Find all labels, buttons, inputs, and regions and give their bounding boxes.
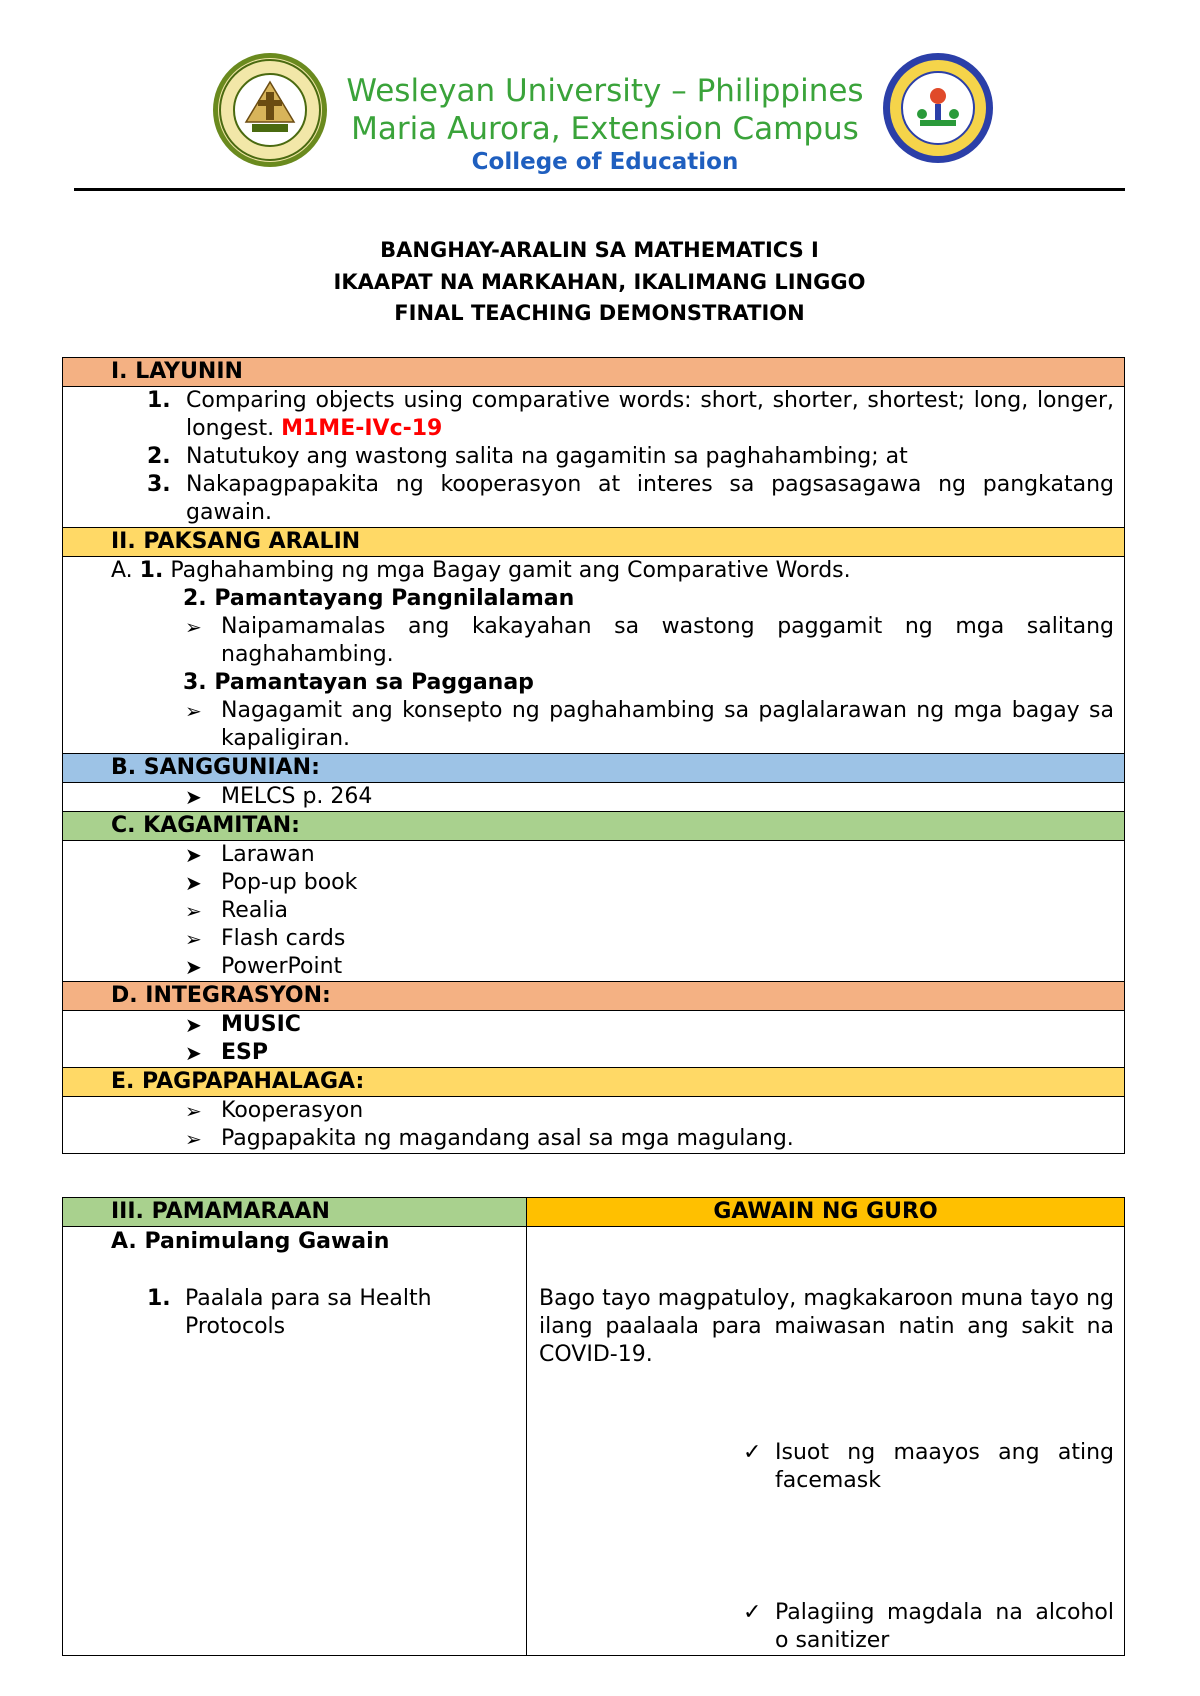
teacher-intro-text: Bago tayo magpatuloy, magkakaroon muna tayo ng ilang paalaala para maiwasan natin ang sakit na COVID-19. [539, 1286, 1114, 1367]
checkmark-icon: ✓ [743, 1600, 762, 1625]
lesson-plan-title: BANGHAY-ARALIN SA MATHEMATICS I [380, 238, 819, 262]
integrasyon-content [63, 1011, 1125, 1068]
lesson-plan-subtitle-2: FINAL TEACHING DEMONSTRATION [394, 301, 805, 325]
list-item: 1. Paalala para sa Health Protocols [147, 1286, 432, 1339]
kagamitan-content [63, 841, 1125, 982]
arrow-bullet-icon: ➢ [185, 899, 202, 923]
paksa-item-1: A. 1. Paghahambing ng mga Bagay gamit ang Comparative Words. [111, 558, 851, 583]
paksa-item-3-title: 3. Pamantayan sa Pagganap [183, 670, 534, 695]
list-item: ➢ Kooperasyon [185, 1098, 364, 1123]
objectives-table [62, 357, 1125, 1154]
list-item: 3. Nakapagpapakita ng kooperasyon at interes sa pagsasagawa ng pangkatang gawain. [147, 472, 1114, 525]
arrow-bullet-icon: ➢ [185, 927, 202, 951]
list-item: ➤ Pop-up book [185, 870, 358, 895]
sanggunian-content [63, 783, 1125, 812]
column-heading-gawain-ng-guro: GAWAIN NG GURO [527, 1198, 1125, 1227]
college-of-education-seal-logo [882, 52, 994, 164]
column-heading-pamamaraan: III. PAMAMARAAN [63, 1198, 527, 1227]
layunin-content [63, 387, 1125, 528]
arrow-bullet-icon: ➤ [185, 1041, 202, 1065]
list-item: 1. Comparing objects using comparative words: short, shorter, shortest; long, longer, longest. M1ME-IVc-19 [147, 388, 1114, 441]
checkmark-icon: ✓ [743, 1440, 762, 1465]
arrow-bullet-icon: ➤ [185, 785, 202, 809]
list-item: ➢ Realia [185, 898, 289, 923]
list-item: ➢ Nagagamit ang konsepto ng paghahambing sa paglalarawan ng mga bagay sa kapaligiran. [185, 698, 1114, 751]
list-item: ➤ MELCS p. 264 [185, 784, 373, 809]
arrow-bullet-icon: ➢ [185, 1099, 202, 1123]
campus-name: Maria Aurora, Extension Campus [351, 111, 859, 147]
teacher-activity-cell [527, 1227, 1125, 1656]
arrow-bullet-icon: ➢ [185, 699, 202, 723]
arrow-bullet-icon: ➤ [185, 955, 202, 979]
list-item: ➢ Pagpapakita ng magandang asal sa mga magulang. [185, 1126, 794, 1151]
university-name: Wesleyan University – Philippines [346, 73, 864, 109]
list-item: ➤ MUSIC [185, 1012, 301, 1037]
list-item: ✓ Isuot ng maayos ang ating facemask [743, 1440, 1114, 1493]
list-item: ➤ PowerPoint [185, 954, 343, 979]
paksa-item-2-title: 2. Pamantayang Pangnilalaman [183, 586, 575, 611]
section-heading-kagamitan: C. KAGAMITAN: [63, 812, 1125, 841]
section-heading-sanggunian: B. SANGGUNIAN: [63, 754, 1125, 783]
arrow-bullet-icon: ➢ [185, 615, 202, 639]
lesson-plan-subtitle: IKAAPAT NA MARKAHAN, IKALIMANG LINGGO [333, 270, 866, 294]
section-heading-pagpapahalaga: E. PAGPAPAHALAGA: [63, 1068, 1125, 1097]
pagpapahalaga-content [63, 1097, 1125, 1154]
section-a-heading: A. Panimulang Gawain [111, 1229, 390, 1254]
section-heading-paksang-aralin: II. PAKSANG ARALIN [63, 528, 1125, 557]
section-heading-integrasyon: D. INTEGRASYON: [63, 982, 1125, 1011]
header-divider [74, 188, 1125, 191]
list-item: ➢ Naipamamalas ang kakayahan sa wastong paggamit ng mga salitang naghahambing. [185, 614, 1114, 667]
list-item: ➢ Flash cards [185, 926, 346, 951]
list-item: ➤ Larawan [185, 842, 315, 867]
procedure-table [62, 1197, 1125, 1656]
section-heading-layunin: I. LAYUNIN [63, 358, 1125, 387]
list-item: ✓ Palagiing magdala na alcohol o sanitizer [743, 1600, 1114, 1653]
procedure-step-cell [63, 1227, 527, 1656]
list-item: 2. Natutukoy ang wastong salita na gagamitin sa paghahambing; at [147, 444, 908, 469]
wesleyan-university-seal-logo [212, 52, 328, 168]
college-name: College of Education [471, 149, 739, 175]
arrow-bullet-icon: ➢ [185, 1127, 202, 1151]
list-item: ➤ ESP [185, 1040, 268, 1065]
competency-code: M1ME-IVc-19 [281, 416, 443, 441]
arrow-bullet-icon: ➤ [185, 871, 202, 895]
arrow-bullet-icon: ➤ [185, 1013, 202, 1037]
arrow-bullet-icon: ➤ [185, 843, 202, 867]
paksang-aralin-content [63, 557, 1125, 754]
